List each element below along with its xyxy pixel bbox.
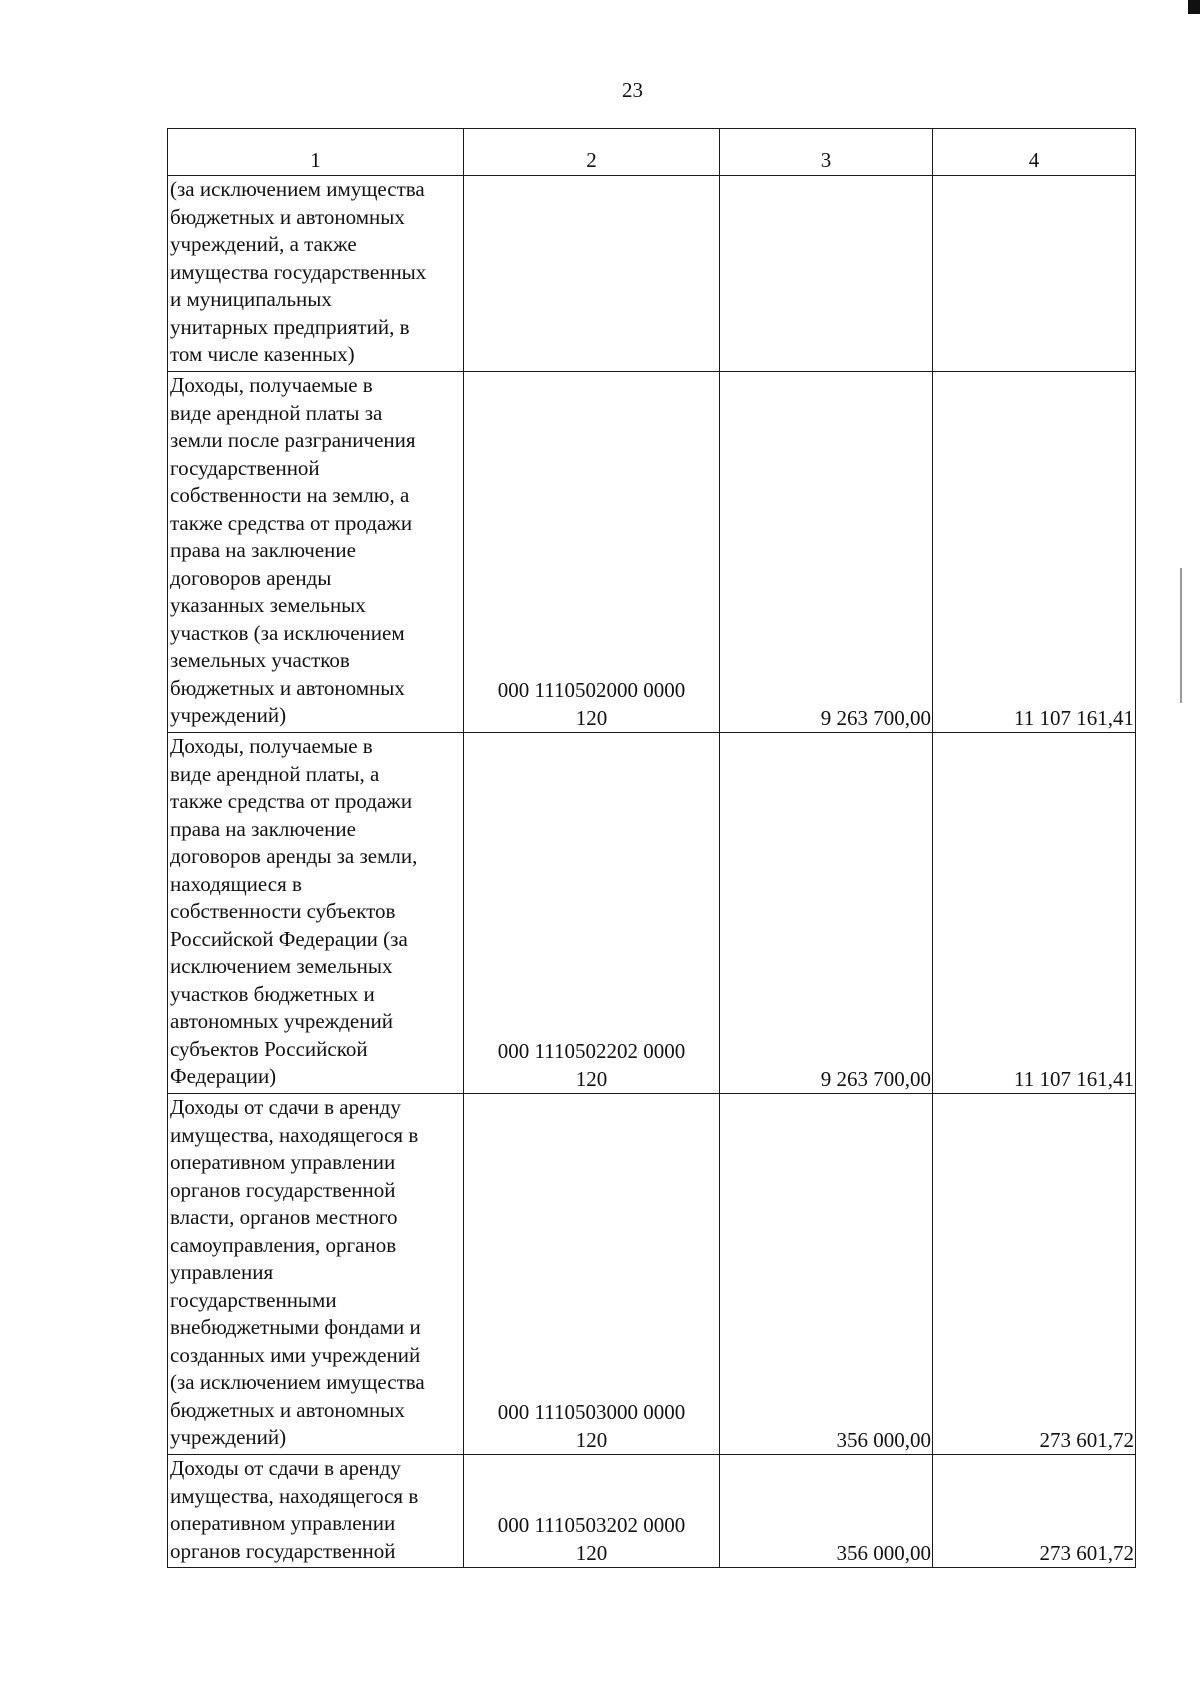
budget-code-cell [464,176,720,372]
income-name-cell: Доходы от сдачи в аренду имущества, находящегося в оперативном управлении органов государственной власти, органов местного самоуправления, органов управления государственными внебюджетными фондами и созданных ими учреждений (за исключением имущества бюджетных и автономных учреждений) [168,1094,464,1455]
scan-corner-mark [1188,0,1200,14]
plan-amount-cell: 9 263 700,00 [720,733,933,1094]
scan-edge-line [1180,568,1182,703]
revenue-table [167,128,1136,1568]
actual-amount-cell: 273 601,72 [933,1455,1136,1568]
table-row [168,733,1136,1094]
column-header-3: 3 [720,129,933,176]
table-row [168,1094,1136,1455]
income-name-cell: Доходы от сдачи в аренду имущества, находящегося в оперативном управлении органов государственной [168,1455,464,1568]
budget-code-cell: 000 1110503202 0000 120 [464,1455,720,1568]
actual-amount-cell: 273 601,72 [933,1094,1136,1455]
actual-amount-cell [933,176,1136,372]
budget-code-cell: 000 1110502202 0000 120 [464,733,720,1094]
income-name-cell: Доходы, получаемые в виде арендной платы за земли после разграничения государственной собственности на землю, а также средства от продажи права на заключение договоров аренды указанных земельных участков (за исключением земельных участков бюджетных и автономных учреждений) [168,372,464,733]
budget-code-cell: 000 1110503000 0000 120 [464,1094,720,1455]
budget-code-cell: 000 1110502000 0000 120 [464,372,720,733]
actual-amount-cell: 11 107 161,41 [933,733,1136,1094]
income-name-cell: Доходы, получаемые в виде арендной платы, а также средства от продажи права на заключение договоров аренды за земли, находящиеся в собственности субъектов Российской Федерации (за исключением земельных участков бюджетных и автономных учреждений субъектов Российской Федерации) [168,733,464,1094]
page-number: 23 [622,78,643,102]
column-header-2: 2 [464,129,720,176]
income-name-cell: (за исключением имущества бюджетных и автономных учреждений, а также имущества государственных и муниципальных унитарных предприятий, в том числе казенных) [168,176,464,372]
plan-amount-cell: 9 263 700,00 [720,372,933,733]
table-header-row [168,129,1136,176]
plan-amount-cell: 356 000,00 [720,1094,933,1455]
plan-amount-cell [720,176,933,372]
table-row [168,1455,1136,1568]
table-row [168,372,1136,733]
actual-amount-cell: 11 107 161,41 [933,372,1136,733]
plan-amount-cell: 356 000,00 [720,1455,933,1568]
column-header-4: 4 [933,129,1136,176]
table-row [168,176,1136,372]
column-header-1: 1 [168,129,464,176]
